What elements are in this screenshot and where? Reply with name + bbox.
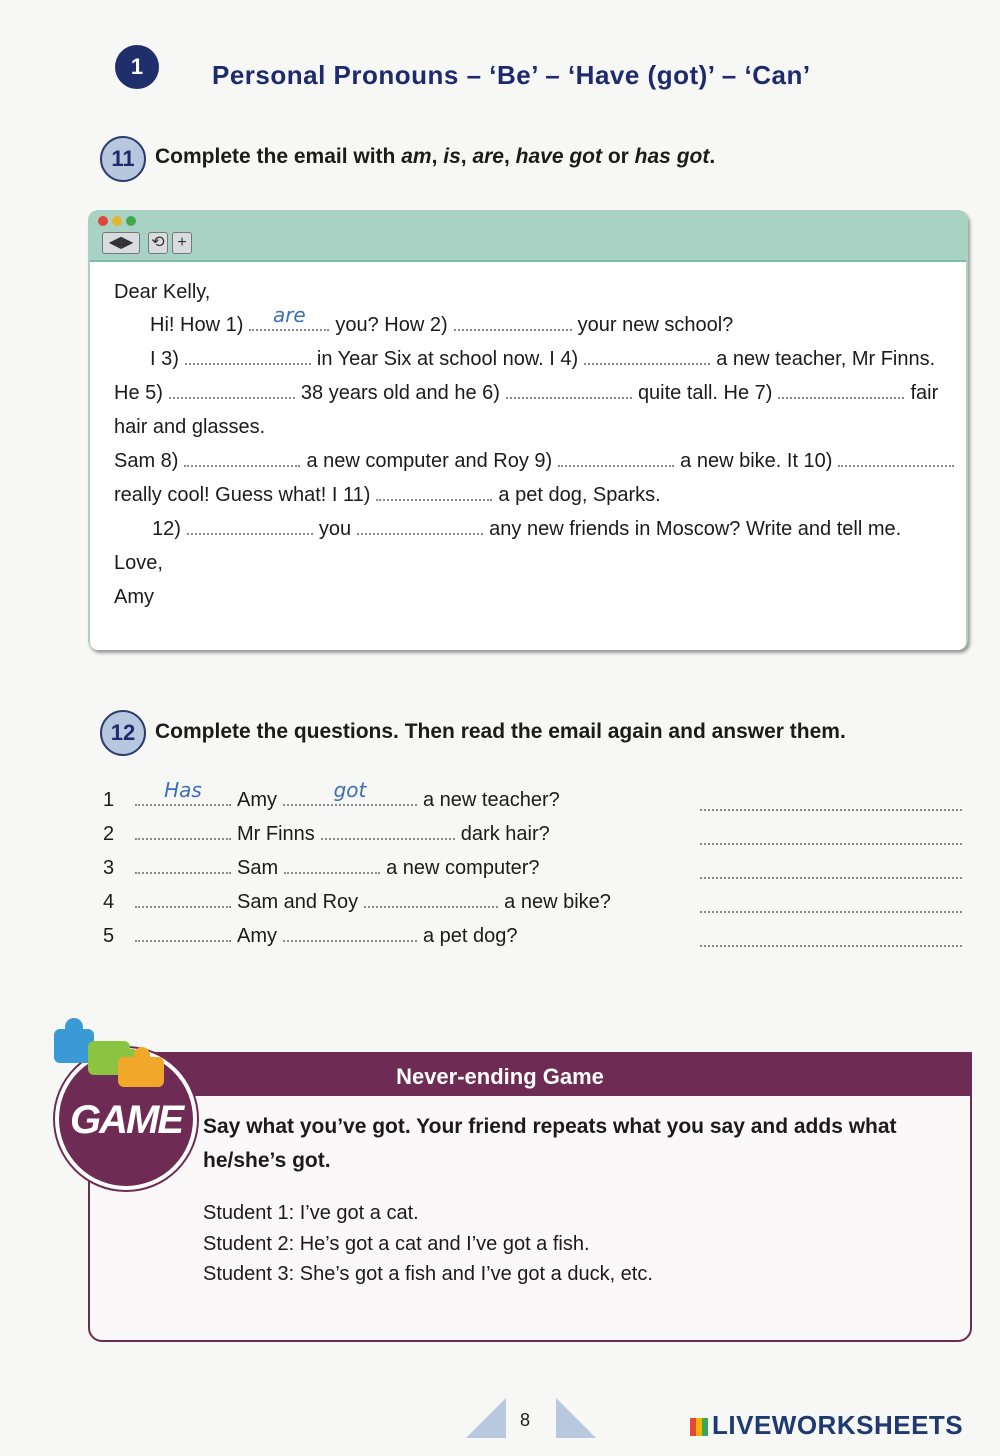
blank-8-input[interactable] [184, 464, 300, 467]
email-body [90, 260, 966, 650]
email-line: hair and glasses. [114, 416, 266, 438]
blank-2-input[interactable] [454, 328, 572, 331]
page-title: Personal Pronouns – ‘Be’ – ‘Have (got)’ – ‘Can’ [212, 60, 811, 90]
question-5-blank-1[interactable] [135, 939, 231, 942]
answer-1-line[interactable] [700, 808, 962, 811]
question-row: 4 Sam and Roy a new bike? [103, 891, 611, 913]
blank-10-input[interactable] [838, 464, 954, 467]
game-title: Never-ending Game [396, 1064, 604, 1089]
blank-4-input[interactable] [584, 362, 710, 365]
unit-number-badge: 1 [115, 45, 159, 89]
maximize-dot-icon [126, 216, 136, 226]
game-logo-text: GAME [70, 1098, 182, 1142]
question-row: 1 Has Amy got a new teacher? [103, 778, 560, 811]
refresh-icon[interactable]: ⟲ [148, 232, 168, 254]
plus-icon[interactable]: + [172, 232, 192, 254]
answer-5-line[interactable] [700, 944, 962, 947]
email-line: Sam 8) a new computer and Roy 9) a new bike. It 10) [114, 450, 960, 473]
email-line: 12) you any new friends in Moscow? Write and tell me. [152, 518, 902, 540]
question-row: 5 Amy a pet dog? [103, 925, 518, 947]
blank-12a-input[interactable] [187, 532, 313, 535]
question-3-blank-1[interactable] [135, 871, 231, 874]
email-line: I 3) in Year Six at school now. I 4) a new teacher, Mr Finns. [150, 348, 936, 370]
blank-11-input[interactable] [376, 498, 492, 501]
blank-9-input[interactable] [558, 464, 674, 467]
answer-4-line[interactable] [700, 910, 962, 913]
back-forward-icon[interactable]: ◀▶ [102, 232, 140, 254]
exercise-11-instruction: Complete the email with am, is, are, have got or has got. [155, 145, 716, 168]
blank-5-input[interactable] [169, 396, 295, 399]
exercise-11-badge: 11 [100, 136, 146, 182]
question-3-blank-2[interactable] [284, 871, 380, 874]
email-toolbar [88, 210, 968, 258]
answer-2-line[interactable] [700, 842, 962, 845]
game-example-line: Student 2: He’s got a cat and I’ve got a fish. [203, 1233, 590, 1255]
blank-1-input[interactable]: are [249, 328, 329, 331]
brand-icon [690, 1418, 708, 1436]
email-line: Hi! How 1) are you? How 2) your new school? [150, 303, 734, 336]
blank-12b-input[interactable] [357, 532, 483, 535]
email-greeting: Dear Kelly, [114, 281, 211, 303]
exercise-12-badge: 12 [100, 710, 146, 756]
blank-3-input[interactable] [185, 362, 311, 365]
email-line: He 5) 38 years old and he 6) quite tall. He 7) fair [114, 382, 939, 404]
blank-6-input[interactable] [506, 396, 632, 399]
exercise-12-instruction: Complete the questions. Then read the email again and answer them. [155, 720, 846, 743]
page-tab-decoration [466, 1396, 596, 1440]
question-2-blank-1[interactable] [135, 837, 231, 840]
question-4-blank-1[interactable] [135, 905, 231, 908]
question-5-blank-2[interactable] [283, 939, 417, 942]
email-window [88, 210, 968, 650]
game-example-line: Student 1: I’ve got a cat. [203, 1202, 419, 1224]
email-closing: Love, [114, 552, 163, 574]
answer-3-line[interactable] [700, 876, 962, 879]
puzzle-icon [52, 1015, 172, 1095]
game-example-line: Student 3: She’s got a fish and I’ve got a duck, etc. [203, 1263, 653, 1285]
minimize-dot-icon [112, 216, 122, 226]
question-4-blank-2[interactable] [364, 905, 498, 908]
question-1-blank-2[interactable]: got [283, 803, 417, 806]
question-2-blank-2[interactable] [321, 837, 455, 840]
game-instruction: Say what you’ve got. Your friend repeats what you say and adds what he/she’s got. [203, 1115, 897, 1172]
question-row: 2 Mr Finns dark hair? [103, 823, 550, 845]
email-signature: Amy [114, 586, 154, 608]
brand-logo: LIVEWORKSHEETS [690, 1410, 963, 1441]
page-number: 8 [520, 1410, 531, 1430]
blank-7-input[interactable] [778, 396, 904, 399]
question-1-blank-1[interactable]: Has [135, 803, 231, 806]
question-row: 3 Sam a new computer? [103, 857, 540, 879]
close-dot-icon [98, 216, 108, 226]
email-line: really cool! Guess what! I 11) a pet dog, Sparks. [114, 484, 661, 506]
